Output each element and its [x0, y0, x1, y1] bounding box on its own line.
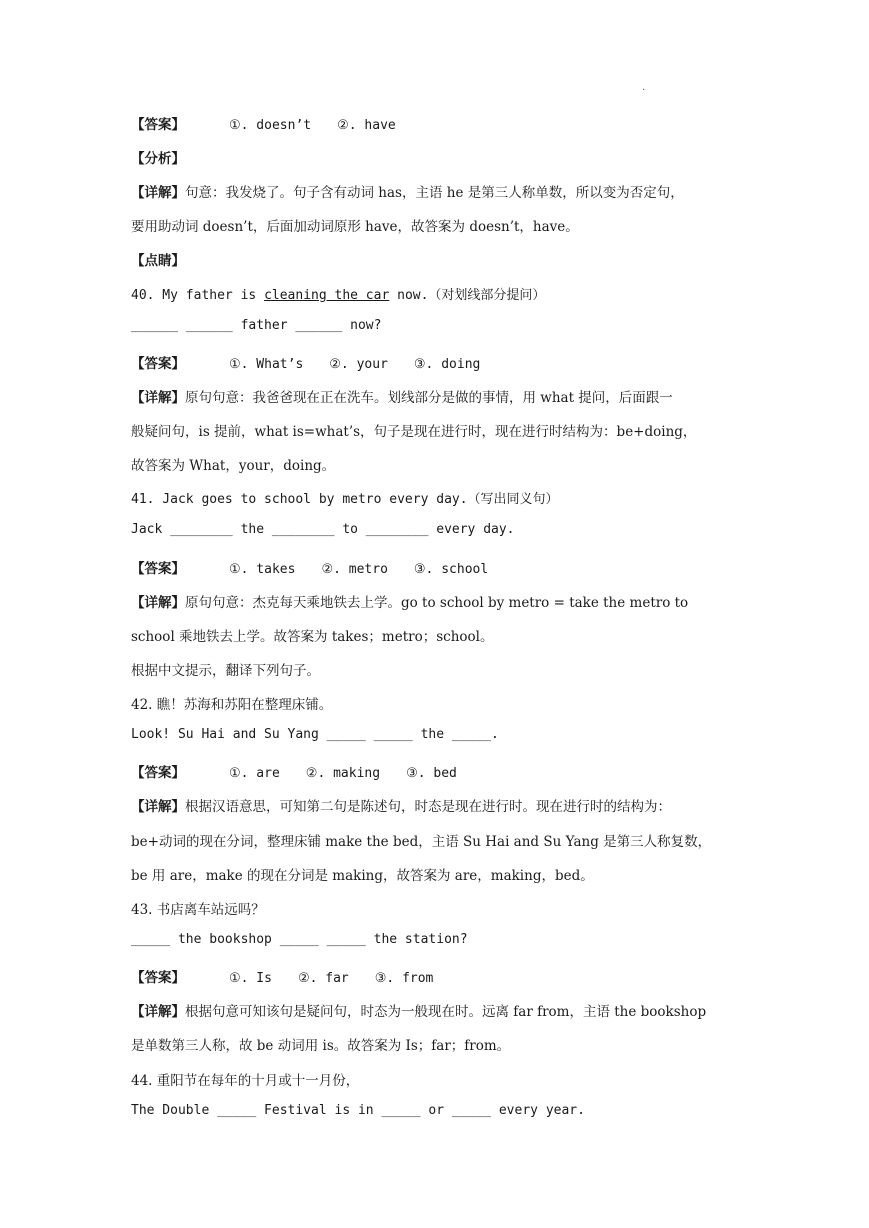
q40-detail-line-1 [131, 386, 673, 406]
q39-detail-line-1 [131, 181, 684, 201]
detail-text: 根据句意可知该句是疑问句，时态为一般现在时。远离 far from，主语 the bookshop [185, 1004, 707, 1020]
q42-detail-line-2: be+动词的现在分词，整理床铺 make the bed，主语 Su Hai and Su Yang 是第三人称复数， [131, 834, 712, 850]
detail-text: 原句句意：杰克每天乘地铁去上学。go to school by metro = take the metro to [185, 595, 689, 611]
answer-label: 【答案】 [131, 117, 185, 133]
header-dot: . [642, 82, 646, 93]
answer-option: ②. far [297, 971, 349, 986]
q39-detail-line-2: 要用助动词 doesn’t，后面加动词原形 have，故答案为 doesn’t，have。 [131, 219, 579, 235]
detail-label: 【详解】 [131, 390, 185, 406]
comment-label: 【点睛】 [131, 253, 185, 269]
answer-option: ①. are [229, 766, 280, 781]
q39-answer-line [131, 113, 422, 133]
q40-blanks: ______ ______ father ______ now? [131, 318, 382, 333]
q42-blanks: Look! Su Hai and Su Yang _____ _____ the _____. [131, 727, 499, 742]
q42-question: 42. 瞧！苏海和苏阳在整理床铺。 [131, 697, 333, 713]
answer-option: ②. making [305, 766, 381, 781]
q40-underlined-part: cleaning the car [264, 288, 390, 303]
answer-option: ①. takes [229, 562, 296, 577]
answer-option: ③. bed [406, 766, 457, 781]
answer-option: ③. from [374, 971, 434, 986]
answer-option: ②. have [337, 118, 396, 133]
q40-question-pre: 40. My father is [131, 288, 265, 303]
answer-option: ①. What’s [229, 357, 304, 372]
q40-question [131, 284, 545, 303]
q43-detail-line-1 [131, 1000, 706, 1020]
q42-detail-line-1 [131, 795, 671, 815]
detail-label: 【详解】 [131, 1004, 185, 1020]
answer-label: 【答案】 [131, 765, 185, 781]
q40-detail-line-2: 般疑问句，is 提前，what is=what’s，句子是现在进行时，现在进行时结构为：be+doing， [131, 424, 697, 440]
q40-question-post: now.（对划线部分提问） [389, 288, 546, 303]
q42-answer-line [131, 761, 483, 781]
detail-label: 【详解】 [131, 185, 185, 201]
answer-option: ②. metro [321, 562, 388, 577]
q41-answer-line [131, 557, 514, 577]
q42-detail-line-3: be 用 are，make 的现在分词是 making，故答案为 are，making，bed。 [131, 868, 594, 884]
detail-text: 根据汉语意思，可知第二句是陈述句，时态是现在进行时。现在进行时的结构为： [185, 799, 671, 815]
answer-label: 【答案】 [131, 970, 185, 986]
answer-option: ②. your [329, 357, 388, 372]
q43-answer-line [131, 966, 459, 986]
q41-question: 41. Jack goes to school by metro every day.（写出同义句） [131, 492, 559, 507]
answer-label: 【答案】 [131, 561, 185, 577]
analysis-label: 【分析】 [131, 151, 185, 167]
q41-detail-line-2: school 乘地铁去上学。故答案为 takes；metro；school。 [131, 629, 494, 645]
detail-label: 【详解】 [131, 595, 185, 611]
q40-detail-line-3: 故答案为 What，your，doing。 [131, 458, 336, 474]
answer-option: ③. doing [413, 357, 481, 372]
answer-option: ①. Is [229, 971, 272, 986]
detail-text: 句意：我发烧了。句子含有动词 has，主语 he 是第三人称单数，所以变为否定句， [185, 185, 684, 201]
q43-question: 43. 书店离车站远吗？ [131, 902, 265, 918]
answer-label: 【答案】 [131, 356, 185, 372]
q44-blanks: The Double _____ Festival is in _____ or _____ every year. [131, 1103, 585, 1118]
answer-option: ③. school [413, 562, 489, 577]
detail-label: 【详解】 [131, 799, 185, 815]
answer-option: ①. doesn’t [229, 118, 312, 133]
q40-answer-line [131, 352, 506, 372]
q41-detail-line-1 [131, 591, 688, 611]
q43-blanks: _____ the bookshop _____ _____ the station? [131, 932, 468, 947]
section-title: 根据中文提示，翻译下列句子。 [131, 663, 320, 679]
q41-blanks: Jack ________ the ________ to ________ every day. [131, 522, 515, 537]
q44-question: 44. 重阳节在每年的十月或十一月份， [131, 1073, 360, 1089]
detail-text: 原句句意：我爸爸现在正在洗车。划线部分是做的事情，用 what 提问，后面跟一 [185, 390, 673, 406]
q43-detail-line-2: 是单数第三人称，故 be 动词用 is。故答案为 Is；far；from。 [131, 1038, 511, 1054]
